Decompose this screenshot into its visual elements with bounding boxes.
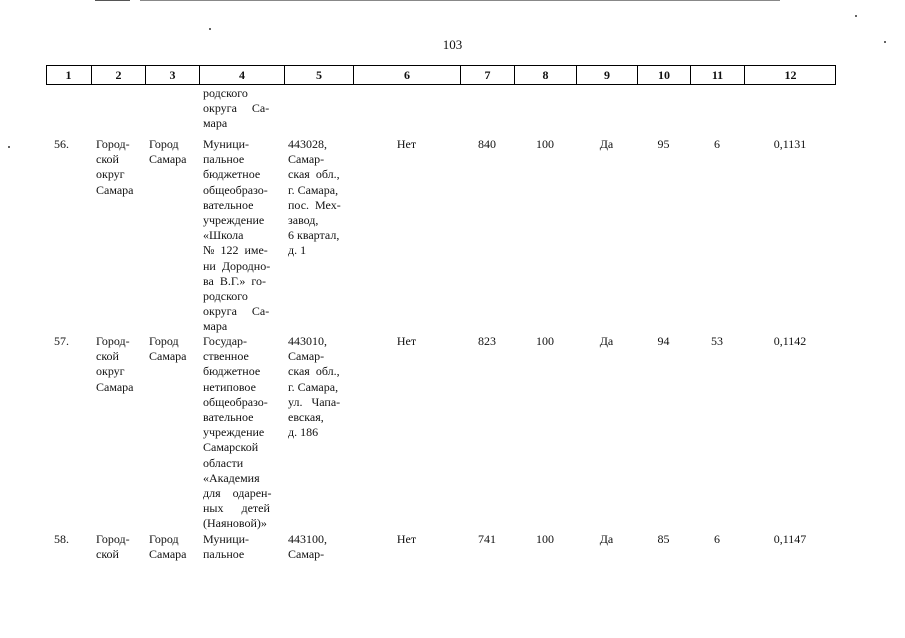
header-cell-9: 9 [576, 66, 637, 84]
address-line: ская обл., [288, 364, 340, 379]
municipality-line: ской [96, 349, 119, 364]
continuation-line: родского [203, 86, 248, 100]
address-line: д. 1 [288, 243, 307, 258]
institution-line: ных детей [203, 501, 270, 516]
col7-value: 840 [478, 137, 496, 151]
institution-line: Муници- [203, 532, 250, 546]
address-line: ул. Чапа- [288, 394, 341, 409]
institution-line: № 122 име- [203, 243, 268, 258]
col11-value: 6 [714, 137, 720, 151]
institution-line: общеобразо- [203, 394, 268, 409]
settlement-line: Самара [149, 547, 187, 562]
col12-value: 0,1142 [773, 334, 807, 348]
address-line: д. 186 [288, 425, 319, 440]
address-line: Самар- [288, 349, 325, 364]
col10-value: 94 [657, 334, 670, 348]
col9-value: Да [599, 137, 614, 151]
header-cell-7: 7 [460, 66, 514, 84]
institution-line: пальное [203, 152, 245, 167]
continuation-line: мара [203, 116, 228, 131]
col7-value: 823 [478, 334, 496, 348]
header-cell-3: 3 [145, 66, 199, 84]
institution-line: мара [203, 319, 228, 334]
address-line: 443100, [288, 532, 327, 546]
address-line: 443028, [288, 137, 327, 151]
address-line: 6 квартал, [288, 228, 340, 243]
municipality-line: округ [96, 167, 125, 182]
institution-line: Муници- [203, 137, 250, 151]
settlement-line: Город [149, 532, 179, 546]
col8-value: 100 [536, 532, 554, 546]
header-cell-11: 11 [690, 66, 744, 84]
institution-line: общеобразо- [203, 182, 268, 197]
scan-artifact-line [140, 0, 780, 1]
settlement-line: Самара [149, 349, 187, 364]
institution-line: пальное [203, 547, 245, 562]
col8-value: 100 [536, 334, 554, 348]
municipality-line: ской [96, 547, 119, 562]
institution-line: (Наяновой)» [203, 516, 267, 531]
institution-line: ственное [203, 349, 249, 364]
municipality-line: Город- [96, 334, 130, 348]
header-cell-2: 2 [91, 66, 145, 84]
col12-value: 0,1131 [773, 137, 807, 151]
col9-value: Да [599, 532, 614, 546]
address-line: пос. Мех- [288, 197, 341, 212]
address-line: г. Самара, [288, 379, 339, 394]
institution-line: «Академия [203, 470, 260, 485]
col11-value: 53 [711, 334, 723, 348]
col8-value: 100 [536, 137, 554, 151]
municipality-line: Город- [96, 532, 130, 546]
address-line: евская, [288, 410, 324, 424]
municipality-line: Город- [96, 137, 130, 151]
header-cell-12: 12 [744, 66, 836, 84]
institution-line: ва В.Г.» го- [203, 273, 267, 288]
institution-line: «Школа [203, 228, 244, 243]
settlement-line: Самара [149, 152, 187, 167]
institution-line: ни Дородно- [203, 258, 271, 273]
institution-line: области [203, 455, 244, 470]
institution-line: родского [203, 289, 248, 303]
header-cell-8: 8 [514, 66, 576, 84]
col7-value: 741 [478, 532, 496, 546]
page-number: 103 [442, 37, 463, 52]
scan-speck [8, 146, 10, 148]
address-line: завод, [288, 213, 319, 227]
row-number: 57. [54, 334, 69, 348]
municipality-line: Самара [96, 182, 134, 197]
scan-speck [209, 28, 211, 30]
settlement-line: Город [149, 137, 179, 151]
institution-line: нетиповое [203, 379, 256, 394]
institution-line: учреждение [203, 425, 265, 440]
municipality-line: Самара [96, 379, 134, 394]
col6-value: Нет [396, 532, 417, 546]
col9-value: Да [599, 334, 614, 348]
scan-artifact-line [95, 0, 130, 1]
settlement-line: Город [149, 334, 179, 348]
table-header [46, 65, 836, 85]
col10-value: 85 [657, 532, 670, 546]
address-line: ская обл., [288, 167, 340, 182]
municipality-line: округ [96, 364, 125, 379]
institution-line: бюджетное [203, 364, 261, 379]
header-cell-6: 6 [353, 66, 460, 84]
header-cell-1: 1 [65, 68, 72, 82]
institution-line: учреждение [203, 213, 265, 227]
address-line: Самар- [288, 547, 325, 562]
address-line: 443010, [288, 334, 327, 348]
municipality-line: ской [96, 152, 119, 167]
institution-line: для одарен- [203, 486, 272, 500]
header-cell-10: 10 [637, 66, 690, 84]
institution-line: вательное [203, 197, 254, 212]
row-number: 58. [54, 532, 69, 546]
scan-speck [855, 15, 857, 17]
col6-value: Нет [396, 137, 417, 151]
row-number: 56. [54, 137, 69, 151]
header-cell-5: 5 [284, 66, 353, 84]
institution-line: бюджетное [203, 167, 261, 182]
institution-line: вательное [203, 410, 254, 424]
continuation-line: округа Са- [203, 101, 270, 116]
header-cell-4: 4 [199, 66, 284, 84]
col6-value: Нет [396, 334, 417, 348]
institution-line: Самарской [203, 440, 259, 455]
col11-value: 6 [714, 532, 720, 546]
col10-value: 95 [657, 137, 670, 151]
address-line: г. Самара, [288, 182, 339, 197]
institution-line: Государ- [203, 334, 248, 348]
col12-value: 0,1147 [773, 532, 807, 546]
address-line: Самар- [288, 152, 325, 167]
institution-line: округа Са- [203, 304, 270, 319]
